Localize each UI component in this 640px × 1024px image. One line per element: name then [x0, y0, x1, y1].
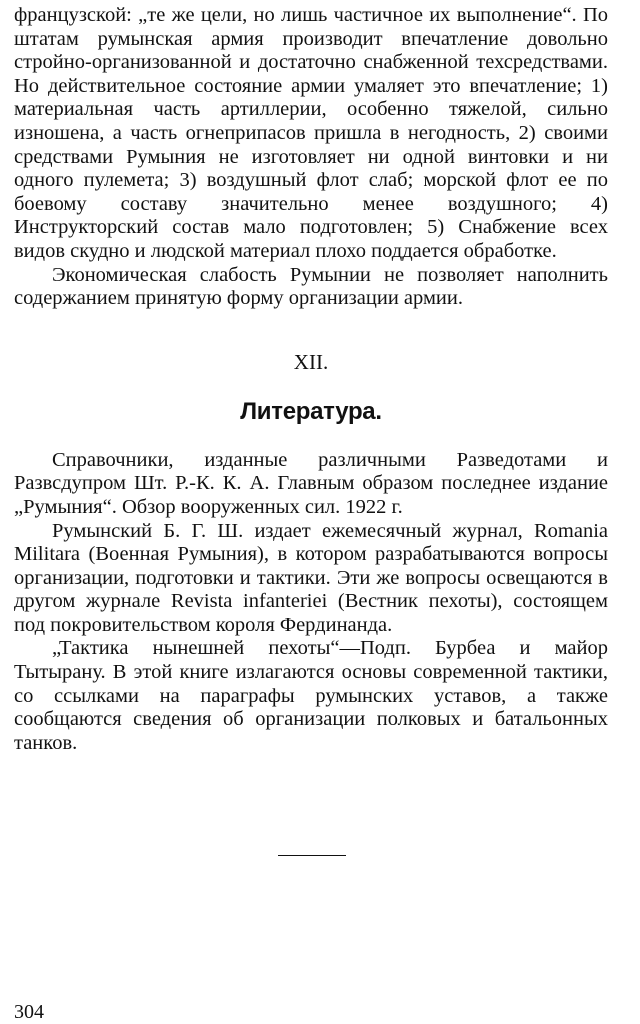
literature-item-reference-books: Справочники, изданные различными Разведотами и Развсдупром Шт. Р.-К. К. А. Главным образом последнее издание „Румыния“. Обзор вооруженных сил. 1922 г. — [14, 448, 608, 518]
page-number: 304 — [14, 1001, 44, 1023]
section-number: XII. — [293, 349, 329, 374]
paragraph-army-state: французской: „те же цели, но лишь частичное их выполнение“. По штатам румынская армия производит впечатление довольно стройно-организованной и достаточно снабженной техсредствами. Но действительное состояние армии умаляет это впечатление; 1) материальная часть артиллерии, особенно тяжелой, сильно изношена, а часть огнеприпасов пришла в негодность, 2) своими средствами Румыния не изготовляет ни одной винтовки и ни одного пулемета; 3) воздушный флот слаб; морской флот ее по боевому составу значительно менее воздушного; 4) Инструкторский состав мало подготовлен; 5) Снабжение всех видов скудно и людской материал плохо поддается обработке. — [14, 4, 608, 262]
literature-item-tactics-book: „Тактика нынешней пехоты“—Подп. Бурбеа и майор Тытырану. В этой книге излагаются основы современной тактики, со ссылками на параграфы румынских уставов, а также сообщаются сведения об организации полковых и батальонных танков. — [14, 637, 608, 754]
paragraph-economic-weakness: Экономическая слабость Румынии не позволяет наполнить содержанием принятую форму организации армии. — [14, 263, 608, 310]
section-end-rule — [278, 855, 346, 856]
page-body — [14, 4, 608, 755]
literature-item-journals: Румынский Б. Г. Ш. издает ежемесячный журнал, Romania Militara (Военная Румыния), в котором разрабатываются вопросы организации, подготовки и тактики. Эти же вопросы освещаются в другом журнале Revista infanteriei (Вестник пехоты), состоящем под покровительством короля Фердинанда. — [14, 519, 608, 636]
section-title: Литература. — [240, 397, 382, 425]
literature-list — [14, 449, 608, 756]
